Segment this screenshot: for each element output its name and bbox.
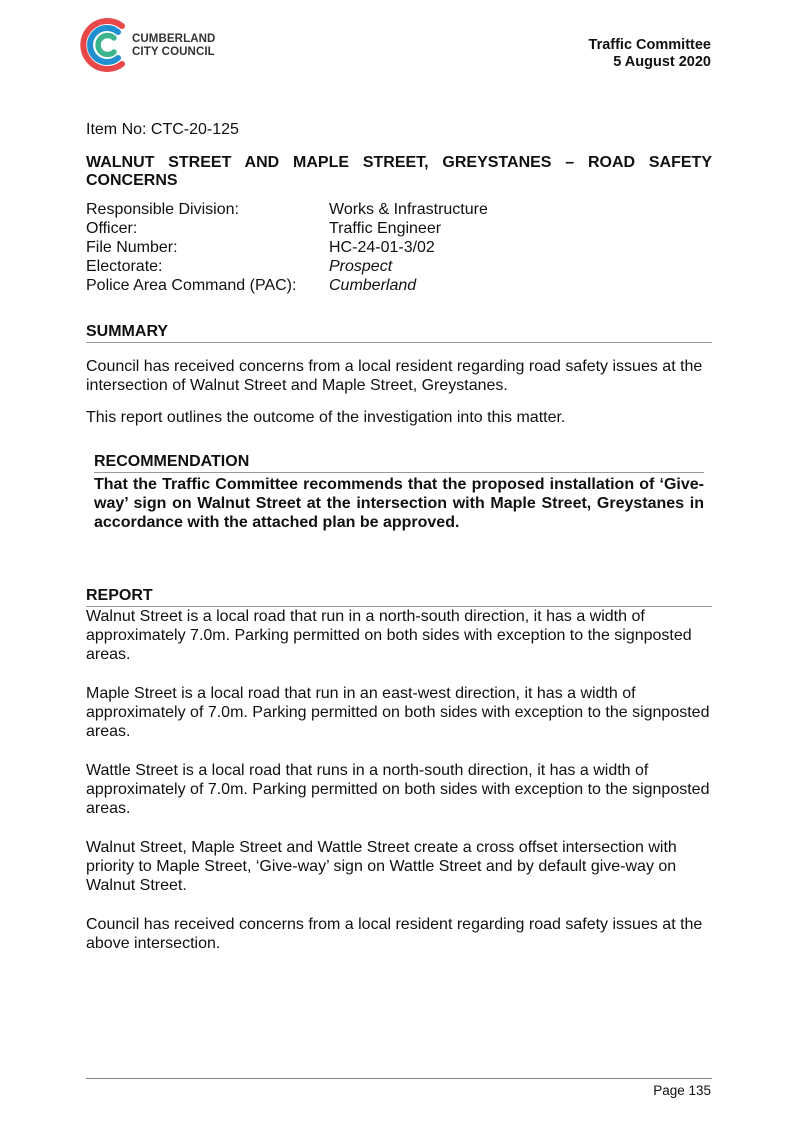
meta-key: Electorate: xyxy=(86,258,163,275)
report-paragraph: Walnut Street is a local road that run in a north-south direction, it has a width of approximately 7.0m. Parking permitted on both sides with exception to the signposted areas. xyxy=(86,608,692,663)
meta-value: Cumberland xyxy=(329,277,417,294)
report-paragraph: Walnut Street, Maple Street and Wattle Street create a cross offset intersection with priority to Maple Street, ‘Give-way’ sign on Wattle Street and by default give-way on Walnut Street. xyxy=(86,839,677,894)
cumberland-c-logo-icon xyxy=(78,14,130,76)
summary-paragraph: Council has received concerns from a local resident regarding road safety issues at the intersection of Walnut Street and Maple Street, Greystanes. xyxy=(86,358,703,394)
meta-value: HC-24-01-3/02 xyxy=(329,239,435,256)
meta-value: Traffic Engineer xyxy=(329,220,442,237)
summary-section xyxy=(86,322,712,427)
report-paragraph: Maple Street is a local road that run in an east-west direction, it has a width of approximately of 7.0m. Parking permitted on both sides with exception to the signposted areas. xyxy=(86,685,710,740)
meta-key: File Number: xyxy=(86,239,178,256)
meta-key: Officer: xyxy=(86,220,138,237)
report-paragraph: Council has received concerns from a local resident regarding road safety issues at the above intersection. xyxy=(86,916,703,952)
meta-row xyxy=(86,219,712,238)
council-logo xyxy=(78,14,228,76)
logo-line-2: CITY COUNCIL xyxy=(132,46,215,58)
report-body xyxy=(86,120,712,973)
meta-row xyxy=(86,238,712,257)
logo-wordmark xyxy=(132,33,215,59)
recommendation-heading: RECOMMENDATION xyxy=(94,452,704,473)
summary-heading: SUMMARY xyxy=(86,322,712,343)
report-heading: REPORT xyxy=(86,586,712,607)
meta-row xyxy=(86,276,712,295)
meta-row xyxy=(86,200,712,219)
meta-key: Police Area Command (PAC): xyxy=(86,277,297,294)
meeting-date: 5 August 2020 xyxy=(613,54,711,70)
meta-value: Prospect xyxy=(329,258,393,275)
page-number: Page 135 xyxy=(653,1083,711,1098)
report-title: WALNUT STREET AND MAPLE STREET, GREYSTANES – ROAD SAFETY CONCERNS xyxy=(86,154,712,189)
committee-name: Traffic Committee xyxy=(588,37,711,53)
footer-divider xyxy=(86,1078,712,1079)
logo-line-1: CUMBERLAND xyxy=(132,33,216,45)
meta-key: Responsible Division: xyxy=(86,201,239,218)
document-header xyxy=(589,37,711,71)
meta-row xyxy=(86,257,712,276)
meta-value: Works & Infrastructure xyxy=(329,201,488,218)
summary-paragraph: This report outlines the outcome of the investigation into this matter. xyxy=(86,409,566,426)
item-number: Item No: CTC-20-125 xyxy=(86,121,239,138)
recommendation-section xyxy=(94,452,704,532)
report-paragraph: Wattle Street is a local road that runs in a north-south direction, it has a width of approximately of 7.0m. Parking permitted on both sides with exception to the signposted areas. xyxy=(86,762,710,817)
report-section xyxy=(86,586,712,953)
report-metadata xyxy=(86,200,712,295)
recommendation-text: That the Traffic Committee recommends that the proposed installation of ‘Give-way’ sign on Walnut Street at the intersection with Maple Street, Greystanes in accordance with the attached plan be approved. xyxy=(94,476,704,531)
